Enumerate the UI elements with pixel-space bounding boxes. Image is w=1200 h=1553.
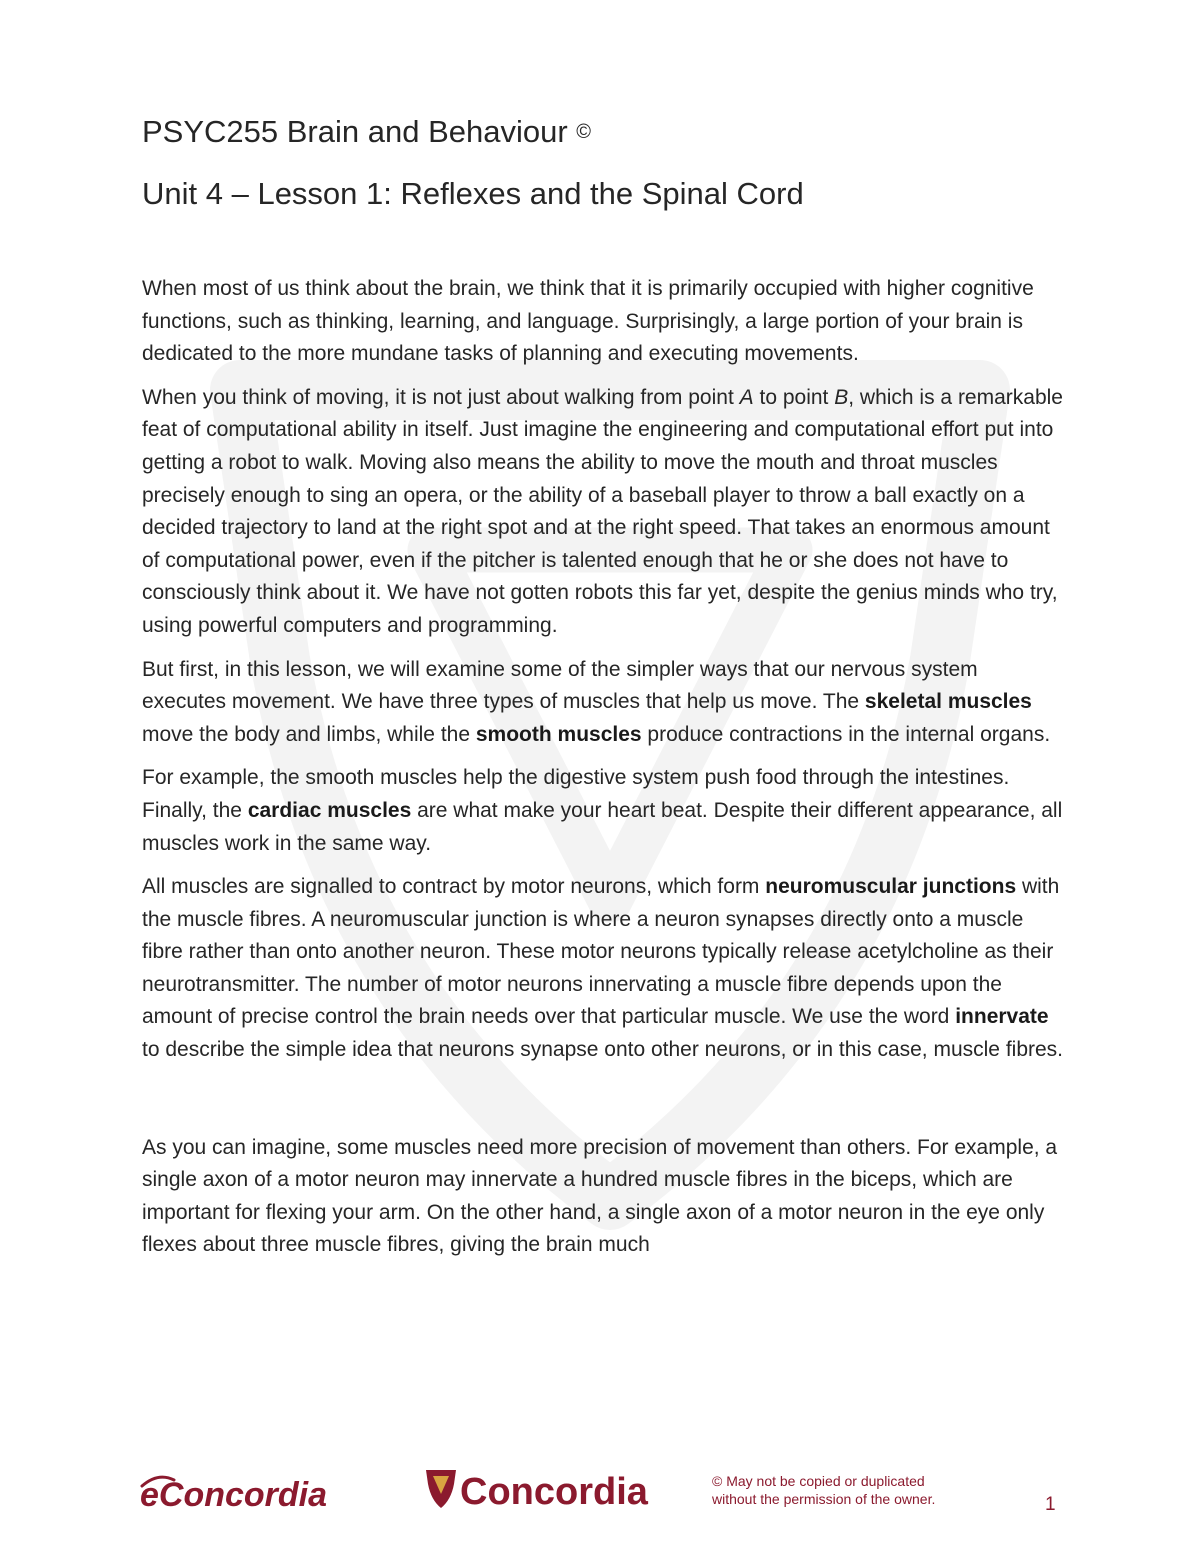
text-segment: to point	[753, 385, 835, 409]
text-segment: , which is a remarkable feat of computational ability in itself. Just imagine the engineering and computational effort put into getting a robot to walk. Moving also means the ability to move the mouth and throat muscles precisely enough to sing an opera, or the ability of a baseball player to throw a ball exactly on a decided trajectory to land at the right spot and at the right speed. That takes an enormous amount of computational power, even if the pitcher is talented enough that he or she does not have to consciously think about it. We have not gotten robots this far yet, despite the genius minds who try, using powerful computers and programming.	[142, 385, 1063, 637]
text-segment: All muscles are signalled to contract by motor neurons, which form	[142, 875, 766, 899]
text-segment: But first, in this lesson, we will examine some of the simpler ways that our nervous system executes movement. We have three types of muscles that help us move. The	[142, 657, 978, 714]
paragraph	[142, 382, 1067, 643]
key-term: neuromuscular junctions	[765, 875, 1017, 899]
key-term: cardiac muscles	[247, 798, 412, 822]
paragraph	[142, 762, 1067, 860]
copyright-symbol: ©	[576, 121, 592, 143]
text-segment: produce contractions in the internal organs.	[641, 722, 1051, 746]
page-footer	[0, 1460, 1200, 1530]
text-segment: When most of us think about the brain, we think that it is primarily occupied with higher cognitive functions, such as thinking, learning, and language. Surprisingly, a large portion of your brain is dedicated to the more mundane tasks of planning and executing movements.	[142, 277, 1034, 366]
econcordia-logo-text: eConcordia	[140, 1476, 328, 1512]
body-text	[142, 273, 1067, 1273]
text-segment: are what make your heart beat. Despite their different appearance, all muscles work in the same way.	[142, 798, 1063, 855]
text-segment: As you can imagine, some muscles need more precision of movement than others. For example, a single axon of a motor neuron may innervate a hundred muscle fibres in the biceps, which are important for flexing your arm. On the other hand, a single axon of a motor neuron in the eye only flexes about three muscle fibres, giving the brain much	[142, 1135, 1058, 1257]
key-term: skeletal muscles	[864, 690, 1032, 714]
copyright-notice-line-1: © May not be copied or duplicated	[712, 1473, 925, 1489]
text-segment: For example, the smooth muscles help the digestive system push food through the intestines. Finally, the	[142, 766, 1010, 822]
lesson-title: Unit 4 – Lesson 1: Reflexes and the Spinal Cord	[142, 176, 804, 211]
text-segment: move the body and limbs, while the	[142, 722, 476, 746]
course-title: PSYC255 Brain and Behaviour ©	[142, 114, 592, 149]
text-segment: to describe the simple idea that neurons synapse onto other neurons, or in this case, muscle fibres.	[142, 1038, 1064, 1062]
page-number: 1	[1045, 1494, 1056, 1515]
econcordia-logo	[140, 1466, 376, 1512]
text-segment: with the muscle fibres. A neuromuscular junction is where a neuron synapses directly onto a muscle fibre rather than onto another neuron. These motor neurons typically release acetylcholine as their neurotransmitter. The number of motor neurons innervating a muscle fibre depends upon the amount of precise control the brain needs over that particular muscle. We use the word	[142, 875, 1060, 1029]
key-term: innervate	[955, 1005, 1049, 1029]
key-term: smooth muscles	[475, 722, 642, 746]
copyright-notice	[712, 1472, 935, 1508]
paragraph	[142, 1132, 1067, 1262]
text-segment: When you think of moving, it is not just about walking from point	[142, 385, 740, 409]
paragraph	[142, 871, 1067, 1067]
concordia-logo-text: Concordia	[460, 1471, 648, 1513]
italic-text: A	[739, 385, 754, 409]
concordia-logo	[424, 1460, 664, 1516]
paragraph	[142, 273, 1067, 371]
concordia-shield-icon	[426, 1470, 456, 1508]
paragraph	[142, 654, 1067, 752]
italic-text: B	[834, 385, 849, 409]
copyright-notice-line-2: without the permission of the owner.	[712, 1491, 936, 1507]
